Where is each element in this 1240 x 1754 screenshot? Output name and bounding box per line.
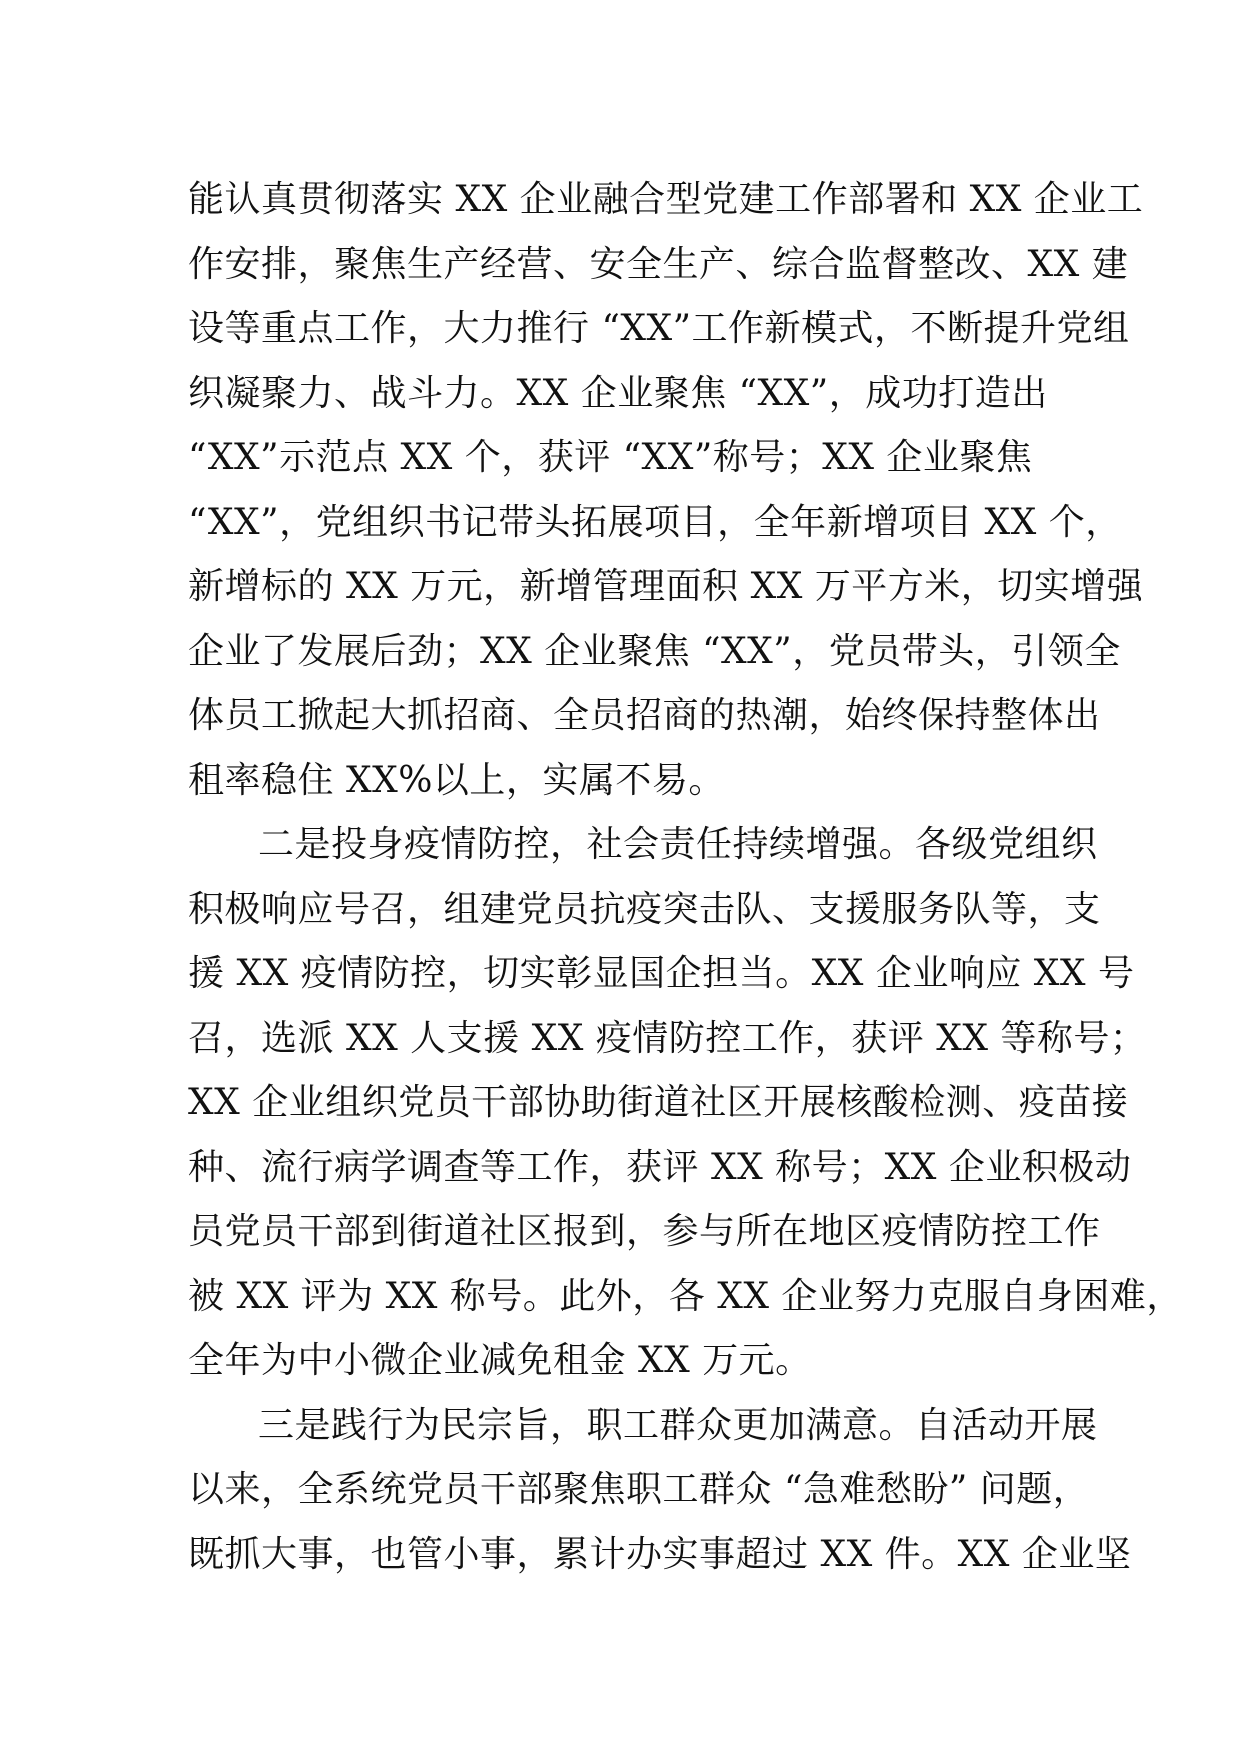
text-line: 全年为中小微企业减免租金 XX 万元。 <box>188 1340 812 1381</box>
text-line: 体员工掀起大抓招商、全员招商的热潮，始终保持整体出 <box>188 695 1101 736</box>
paragraph-start-line: 二是投身疫情防控，社会责任持续增强。各级党组织 <box>258 824 1098 865</box>
text-line: XX 企业组织党员干部协助街道社区开展核酸检测、疫苗接 <box>188 1082 1129 1123</box>
text-line: “XX”，党组织书记带头拓展项目，全年新增项目 XX 个， <box>188 501 1122 543</box>
text-line: 能认真贯彻落实 XX 企业融合型党建工作部署和 XX 企业工 <box>188 179 1144 220</box>
text-line: 以来，全系统党员干部聚焦职工群众 “急难愁盼” 问题， <box>188 1469 1090 1510</box>
text-line: 设等重点工作，大力推行 “XX”工作新模式，不断提升党组 <box>188 308 1130 349</box>
paragraph-start-line: 三是践行为民宗旨，职工群众更加满意。自活动开展 <box>258 1404 1098 1446</box>
text-line: 援 XX 疫情防控，切实彰显国企担当。XX 企业响应 XX 号 <box>188 953 1135 994</box>
body-text <box>188 168 1183 1587</box>
text-line: 企业了发展后劲；XX 企业聚焦 “XX”，党员带头，引领全 <box>188 630 1121 672</box>
text-line: 作安排，聚焦生产经营、安全生产、综合监督整改、XX 建 <box>188 243 1129 285</box>
text-line: 积极响应号召，组建党员抗疫突击队、支援服务队等，支 <box>188 888 1101 930</box>
text-line: 织凝聚力、战斗力。XX 企业聚焦 “XX”，成功打造出 <box>188 372 1048 414</box>
text-line: “XX”示范点 XX 个，获评 “XX”称号；XX 企业聚焦 <box>188 437 1033 478</box>
text-line: 租率稳住 XX%以上，实属不易。 <box>188 759 725 801</box>
text-line: 被 XX 评为 XX 称号。此外，各 XX 企业努力克服自身困难， <box>188 1275 1183 1317</box>
text-line: 种、流行病学调查等工作，获评 XX 称号；XX 企业积极动 <box>188 1146 1132 1188</box>
text-line: 员党员干部到街道社区报到，参与所在地区疫情防控工作 <box>188 1211 1101 1252</box>
text-line: 既抓大事，也管小事，累计办实事超过 XX 件。XX 企业坚 <box>188 1533 1132 1575</box>
text-line: 召，选派 XX 人支援 XX 疫情防控工作，获评 XX 等称号； <box>188 1017 1147 1059</box>
text-line: 新增标的 XX 万元，新增管理面积 XX 万平方米，切实增强 <box>188 566 1144 607</box>
